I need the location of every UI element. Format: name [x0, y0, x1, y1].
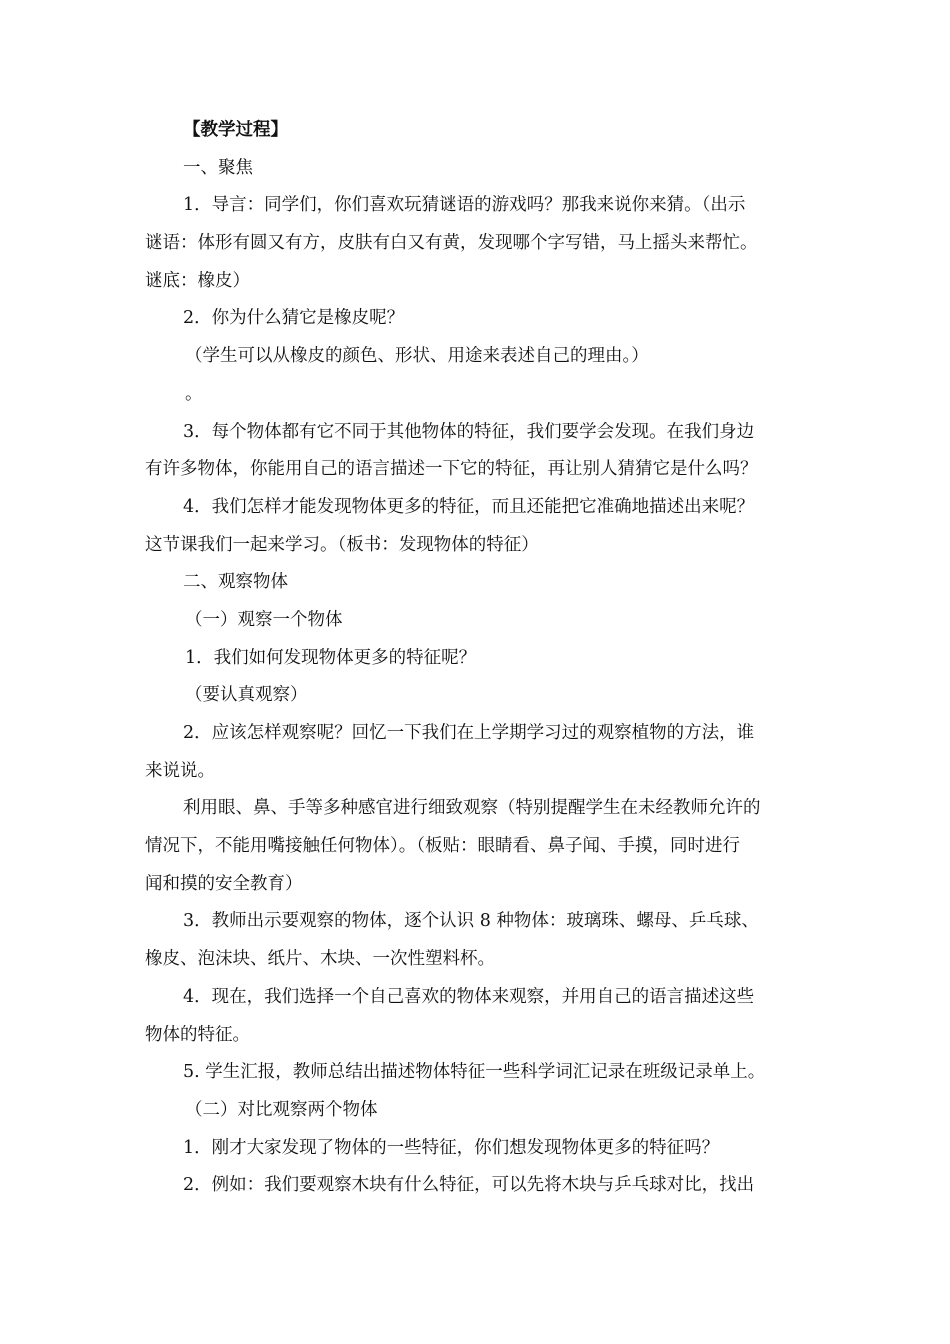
paragraph-line: 2．例如：我们要观察木块有什么特征，可以先将木块与乒乓球对比，找出 — [183, 1175, 755, 1196]
subsection-title: （二）对比观察两个物体 — [185, 1099, 378, 1120]
paragraph-line: 。 — [185, 383, 203, 404]
paragraph-line: 闻和摸的安全教育） — [145, 873, 303, 894]
paragraph-line: 1．导言：同学们，你们喜欢玩猜谜语的游戏吗？那我来说你来猜。（出示 — [183, 195, 746, 216]
paragraph-line: 1．刚才大家发现了物体的一些特征，你们想发现物体更多的特征吗？ — [183, 1137, 720, 1158]
paragraph-line: 橡皮、泡沫块、纸片、木块、一次性塑料杯。 — [145, 949, 495, 970]
section-title-observe: 二、观察物体 — [183, 572, 288, 593]
document-body — [145, 112, 810, 1205]
paragraph-line: 有许多物体，你能用自己的语言描述一下它的特征，再让别人猜猜它是什么吗？ — [145, 459, 758, 480]
paragraph-line: 利用眼、鼻、手等多种感官进行细致观察（特别提醒学生在未经教师允许的 — [183, 798, 761, 819]
subsection-title: （一）观察一个物体 — [185, 609, 343, 630]
paragraph-line: 2．你为什么猜它是橡皮呢？ — [183, 308, 405, 329]
section-heading: 【教学过程】 — [183, 120, 288, 140]
paragraph-line: 谜底：橡皮） — [145, 270, 250, 291]
paragraph-line: 情况下，不能用嘴接触任何物体）。（板贴：眼睛看、鼻子闻、手摸，同时进行 — [145, 836, 740, 857]
section-title-focus: 一、聚焦 — [183, 157, 253, 178]
paragraph-line: （学生可以从橡皮的颜色、形状、用途来表述自己的理由。） — [185, 346, 649, 367]
paragraph-line: 来说说。 — [145, 760, 215, 781]
paragraph-line: 3．教师出示要观察的物体，逐个认识 8 种物体：玻璃珠、螺母、乒乓球、 — [183, 911, 759, 932]
paragraph-line: 谜语：体形有圆又有方，皮肤有白又有黄，发现哪个字写错，马上摇头来帮忙。 — [145, 233, 758, 254]
paragraph-line: 4．现在，我们选择一个自己喜欢的物体来观察，并用自己的语言描述这些 — [183, 986, 755, 1007]
paragraph-line: （要认真观察） — [185, 685, 308, 706]
paragraph-line: 2．应该怎样观察呢？回忆一下我们在上学期学习过的观察植物的方法，谁 — [183, 723, 755, 743]
paragraph-line: 3．每个物体都有它不同于其他物体的特征，我们要学会发现。在我们身边 — [183, 421, 755, 442]
paragraph-line: 4．我们怎样才能发现物体更多的特征，而且还能把它准确地描述出来呢？ — [183, 496, 755, 517]
paragraph-line: 这节课我们一起来学习。（板书：发现物体的特征） — [145, 534, 539, 555]
paragraph-line: 物体的特征。 — [145, 1024, 250, 1045]
paragraph-line: 5. 学生汇报，教师总结出描述物体特征一些科学词汇记录在班级记录单上。 — [183, 1062, 766, 1083]
paragraph-line: 1．我们如何发现物体更多的特征呢？ — [185, 647, 477, 668]
